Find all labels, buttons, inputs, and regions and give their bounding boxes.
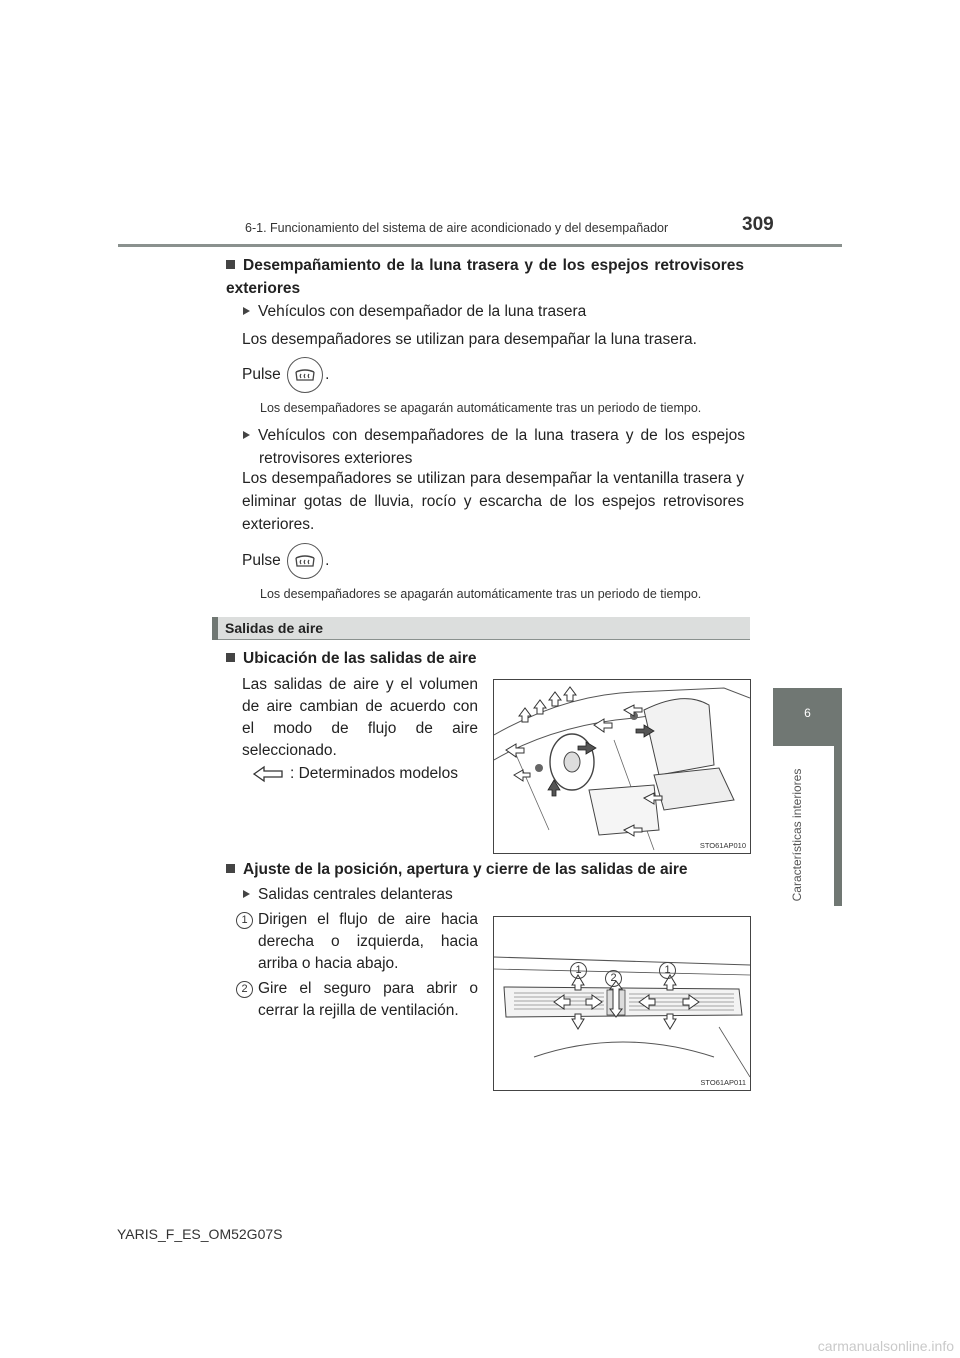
center-vents-drawing [494,917,750,1090]
figure-code: STO61AP010 [699,841,746,850]
variant2-title: Vehículos con desempañadores de la luna trasera y de los espejos retrovisores exteriores [243,424,745,470]
triangle-bullet-icon [243,431,250,439]
document-code: YARIS_F_ES_OM52G07S [117,1226,283,1242]
watermark: carmanualsonline.info [817,1338,954,1354]
rear-defogger-button[interactable] [287,357,323,393]
adjust-subheading: Salidas centrales delanteras [243,883,643,906]
variant2-note: Los desempañadores se apagarán automáticamente tras un periodo de tiempo. [260,587,702,601]
triangle-bullet-icon [243,890,250,898]
step-1-number: 1 [236,910,253,929]
section-title: 6-1. Funcionamiento del sistema de aire acondicionado y del desempañador [245,221,669,235]
square-bullet-icon [226,653,235,662]
section-heading-stripe [212,617,218,640]
vent-location-figure [493,679,751,854]
chapter-title: Características interiores [790,768,804,902]
square-bullet-icon [226,864,235,873]
section-heading-bar [212,617,750,640]
rear-defogger-icon [294,364,316,386]
step-2-text: Gire el seguro para abrir o cerrar la rejilla de ventilación. [258,980,478,1019]
variant1-pulse: Pulse . [242,356,442,394]
rear-defog-heading: Desempañamiento de la luna trasera y de los espejos retrovisores exteriores [226,257,744,297]
step-1-text: Dirigen el flujo de aire hacia derecha o izquierda, hacia arriba o hacia abajo. [258,911,478,972]
mirror-defogger-button[interactable] [287,543,323,579]
chapter-tab-bar [834,746,842,906]
callout-1-right: 1 [659,960,676,979]
location-text: Las salidas de aire y el volumen de aire cambian de acuerdo con el modo de flujo de aire seleccionado. [242,676,478,759]
step-2-number: 2 [236,979,253,998]
rear-defogger-icon [294,550,316,572]
variant1-title: Vehículos con desempañador de la luna trasera [243,300,743,323]
callout-1-left: 1 [570,960,587,979]
adjust-heading: Ajuste de la posición, apertura y cierre de las salidas de aire [226,858,746,881]
callout-2: 2 [605,968,622,987]
section-heading: Salidas de aire [225,620,324,636]
variant2-text: Los desempañadores se utilizan para desempañar la ventanilla trasera y eliminar gotas de lluvia, rocío y escarcha de los espejos retrovisores exteriores. [242,470,744,533]
page-number: 309 [742,214,774,235]
variant1-text: Los desempañadores se utilizan para desempañar la luna trasera. [242,331,697,348]
location-heading: Ubicación de las salidas de aire [226,647,726,670]
variant1-note: Los desempañadores se apagarán automáticamente tras un periodo de tiempo. [260,401,702,415]
square-bullet-icon [226,260,235,269]
center-vents-figure [493,916,751,1091]
car-interior-drawing [494,680,750,853]
header-rule [118,244,842,247]
figure-code: STO61AP011 [700,1078,746,1087]
chapter-number: 6 [804,706,811,720]
outline-arrow-icon [252,765,284,783]
triangle-bullet-icon [243,307,250,315]
variant2-pulse: Pulse . [242,542,442,580]
location-legend: : Determinados modelos [252,762,482,785]
